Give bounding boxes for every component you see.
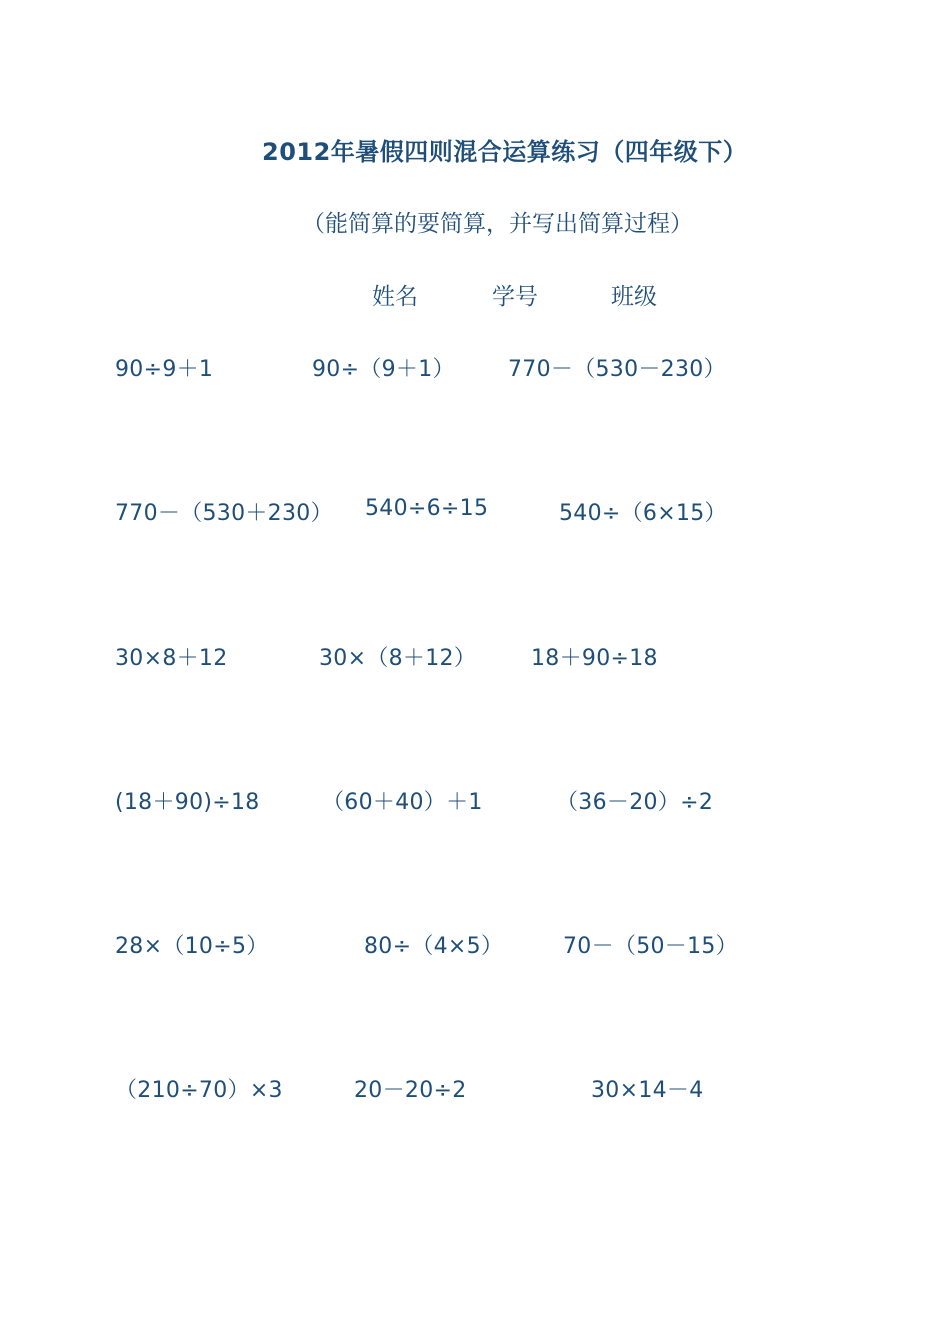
problem-6-2: 20－20÷2 bbox=[354, 1078, 467, 1103]
problem-1-1: 90÷9＋1 bbox=[115, 357, 214, 382]
class-label: 班级 bbox=[611, 284, 657, 310]
name-label: 姓名 bbox=[372, 284, 418, 310]
problem-3-3: 18＋90÷18 bbox=[531, 646, 658, 671]
problem-2-2: 540÷6÷15 bbox=[365, 496, 489, 521]
problem-3-2: 30×（8＋12） bbox=[319, 646, 477, 671]
page-subtitle: （能简算的要简算，并写出简算过程） bbox=[302, 211, 693, 237]
problem-5-3: 70－（50－15） bbox=[563, 934, 738, 959]
problem-6-1: （210÷70）×3 bbox=[115, 1078, 283, 1103]
problem-6-3: 30×14－4 bbox=[591, 1078, 704, 1103]
problem-2-3: 540÷（6×15） bbox=[559, 501, 727, 526]
problem-3-1: 30×8＋12 bbox=[115, 646, 228, 671]
student-id-label: 学号 bbox=[492, 284, 538, 310]
problem-4-2: （60＋40）＋1 bbox=[322, 790, 483, 815]
problem-1-3: 770－（530－230） bbox=[508, 357, 726, 382]
problem-5-1: 28×（10÷5） bbox=[115, 934, 269, 959]
page-title: 2012年暑假四则混合运算练习（四年级下） bbox=[262, 138, 748, 166]
problem-2-1: 770－（530＋230） bbox=[115, 501, 333, 526]
problem-1-2: 90÷（9＋1） bbox=[312, 357, 455, 382]
problem-4-3: （36－20）÷2 bbox=[556, 790, 714, 815]
problem-5-2: 80÷（4×5） bbox=[364, 934, 504, 959]
problem-4-1: (18＋90)÷18 bbox=[115, 790, 260, 815]
